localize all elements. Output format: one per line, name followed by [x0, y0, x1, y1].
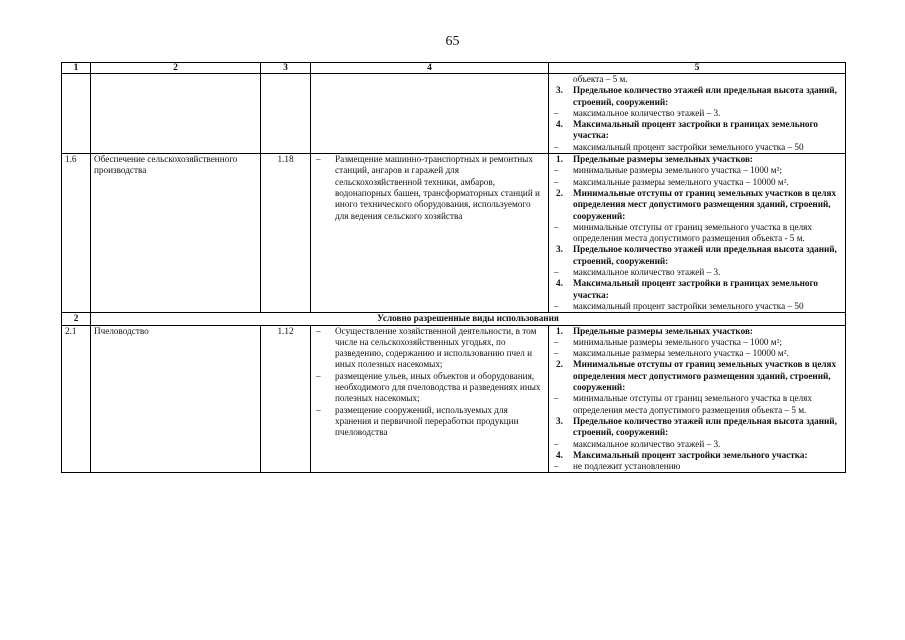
dash-marker: – — [554, 300, 559, 311]
land-use-table — [61, 62, 846, 473]
requirement-heading — [552, 359, 842, 393]
requirement-heading — [552, 154, 842, 165]
cell-empty — [261, 74, 311, 154]
requirement-item — [552, 142, 842, 153]
use-type-name: Обеспечение сельскохозяйственного производства — [91, 154, 261, 313]
section-title: Условно разрешенные виды использования — [91, 313, 846, 325]
requirements-cell — [549, 325, 846, 473]
requirement-heading — [552, 85, 842, 108]
requirement-item — [552, 348, 842, 359]
description-item — [314, 405, 545, 439]
column-header-4: 4 — [311, 63, 549, 74]
table-row-continued — [62, 74, 846, 154]
requirement-text: Предельные размеры земельных участков: — [573, 325, 753, 336]
requirement-item — [552, 301, 842, 312]
requirement-text: Максимальный процент застройки в границах земельного участка: — [573, 278, 819, 300]
use-description-cell — [311, 325, 549, 473]
requirement-text: максимальное количество этажей – 3. — [573, 107, 721, 118]
requirement-heading — [552, 278, 842, 301]
requirement-item — [552, 108, 842, 119]
header-row — [62, 63, 846, 74]
requirement-text: Минимальные отступы от границ земельных участков в целях определения мест допустимого размещения зданий, строений, сооружений: — [573, 359, 837, 393]
requirement-item — [552, 165, 842, 176]
requirement-item — [552, 393, 842, 416]
requirement-number: 3. — [556, 85, 563, 96]
requirement-text: Предельные размеры земельных участков: — [573, 154, 753, 165]
requirement-heading — [552, 416, 842, 439]
requirements-cell — [549, 154, 846, 313]
requirement-number: 4. — [556, 449, 563, 460]
requirement-number: 1. — [556, 154, 563, 165]
requirement-number: 4. — [556, 119, 563, 130]
dash-marker: – — [554, 393, 559, 404]
dash-marker: – — [554, 165, 559, 176]
requirements-cell — [549, 74, 846, 154]
dash-marker: – — [554, 438, 559, 449]
requirement-item — [552, 439, 842, 450]
dash-marker: – — [554, 348, 559, 359]
column-header-5: 5 — [549, 63, 846, 74]
use-description-list — [314, 326, 545, 439]
dash-marker: – — [554, 461, 559, 472]
description-text: размещение ульев, иных объектов и оборудования, необходимого для пчеловодства и разведениях иных полезных насекомых; — [335, 370, 541, 404]
cell-empty — [311, 74, 549, 154]
requirement-heading — [552, 450, 842, 461]
requirement-text: объекта – 5 м. — [573, 74, 628, 84]
requirement-text: Максимальный процент застройки в границах земельного участка: — [573, 119, 819, 141]
requirement-text: минимальные размеры земельного участка – 1000 м²; — [573, 336, 782, 347]
requirement-text: минимальные отступы от границ земельного участка в целях определения места допустимого размещения объекта – 5 м. — [573, 393, 812, 415]
requirement-item — [552, 337, 842, 348]
requirement-text: Предельное количество этажей или предельная высота зданий, строений, сооружений: — [573, 244, 837, 266]
requirement-text: максимальное количество этажей – 3. — [573, 267, 721, 278]
dash-marker: – — [554, 221, 559, 232]
section-row — [62, 313, 846, 325]
use-type-code: 1.12 — [261, 325, 311, 473]
requirement-text: максимальный процент застройки земельного участка – 50 — [573, 141, 804, 152]
row-number: 1.6 — [62, 154, 91, 313]
table-row-1-6 — [62, 154, 846, 313]
requirement-number: 3. — [556, 244, 563, 255]
requirement-text: Максимальный процент застройки земельного участка: — [573, 449, 808, 460]
requirement-item — [552, 222, 842, 245]
requirement-text: Минимальные отступы от границ земельных участков в целях определения мест допустимого размещения зданий, строений, сооружений: — [573, 187, 837, 221]
requirement-text — [552, 74, 842, 85]
requirement-text: максимальный процент застройки земельного участка – 50 — [573, 300, 804, 311]
table-row-2-1 — [62, 325, 846, 473]
requirement-text: максимальные размеры земельного участка – 10000 м². — [573, 348, 789, 359]
requirement-number: 2. — [556, 359, 563, 370]
section-number: 2 — [62, 313, 91, 325]
requirement-text: Предельное количество этажей или предельная высота зданий, строений, сооружений: — [573, 415, 837, 438]
requirement-item — [552, 177, 842, 188]
dash-marker: – — [554, 267, 559, 278]
cell-empty — [62, 74, 91, 154]
use-description-cell — [311, 154, 549, 313]
cell-empty — [91, 74, 261, 154]
requirement-text: максимальные размеры земельного участка – 10000 м². — [573, 176, 789, 187]
description-item — [314, 154, 545, 222]
requirement-number: 3. — [556, 415, 563, 426]
requirements-list — [552, 74, 842, 153]
use-type-code: 1.18 — [261, 154, 311, 313]
page-number: 65 — [445, 34, 460, 49]
requirement-item — [552, 461, 842, 472]
dash-marker: – — [554, 107, 559, 118]
requirement-text: не подлежит установлению — [573, 461, 681, 472]
requirement-text: Предельное количество этажей или предельная высота зданий, строений, сооружений: — [573, 85, 837, 107]
description-text: размещение сооружений, используемых для хранения и первичной переработки продукции пчеловодства — [335, 404, 519, 438]
use-description-list — [314, 154, 545, 222]
requirement-heading — [552, 244, 842, 267]
requirement-text: минимальные отступы от границ земельного участка в целях определения места допустимого размещения объекта - 5 м. — [573, 221, 812, 244]
requirement-text: максимальное количество этажей – 3. — [573, 438, 721, 449]
dash-marker: – — [554, 176, 559, 187]
description-text: Осуществление хозяйственной деятельности, в том числе на сельскохозяйственных угодьях, по разведению, содержанию и использованию пчел и иных полезных насекомых; — [335, 325, 537, 370]
requirements-list — [552, 326, 842, 473]
description-text: Размещение машинно-транспортных и ремонтных станций, ангаров и гаражей для сельскохозяйственной техники, амбаров, водонапорных башен, трансформаторных станций и иного технического оборудования, используемого для ведения сельского хозяйства — [335, 154, 540, 221]
description-item — [314, 326, 545, 371]
column-header-2: 2 — [91, 63, 261, 74]
use-type-name: Пчеловодство — [91, 325, 261, 473]
description-item — [314, 371, 545, 405]
requirement-heading — [552, 119, 842, 142]
requirement-number: 2. — [556, 187, 563, 198]
requirement-text: минимальные размеры земельного участка – 1000 м²; — [573, 165, 782, 176]
requirement-number: 4. — [556, 278, 563, 289]
requirement-item — [552, 267, 842, 278]
requirement-heading — [552, 326, 842, 337]
column-header-1: 1 — [62, 63, 91, 74]
dash-marker: – — [316, 154, 321, 165]
dash-marker: – — [554, 141, 559, 152]
column-header-3: 3 — [261, 63, 311, 74]
row-number: 2.1 — [62, 325, 91, 473]
dash-marker: – — [316, 370, 321, 381]
requirements-list — [552, 154, 842, 312]
requirement-number: 1. — [556, 325, 563, 336]
dash-marker: – — [316, 325, 321, 336]
dash-marker: – — [316, 404, 321, 415]
dash-marker: – — [554, 336, 559, 347]
requirement-heading — [552, 188, 842, 222]
